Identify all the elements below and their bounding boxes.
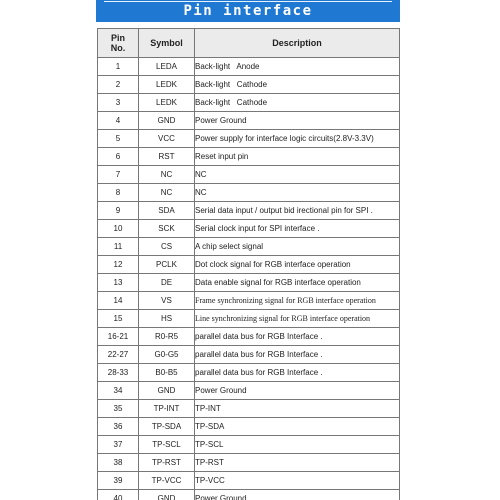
table-row bbox=[98, 148, 400, 166]
description-cell: Line synchronizing signal for RGB interface operation bbox=[195, 310, 400, 328]
table-row bbox=[98, 418, 400, 436]
table-row bbox=[98, 112, 400, 130]
description-cell: Power Ground bbox=[195, 382, 400, 400]
symbol-cell: TP-SDA bbox=[139, 418, 195, 436]
symbol-cell: DE bbox=[139, 274, 195, 292]
symbol-cell: TP-SCL bbox=[139, 436, 195, 454]
table-row bbox=[98, 274, 400, 292]
symbol-cell: GND bbox=[139, 382, 195, 400]
description-cell: Reset input pin bbox=[195, 148, 400, 166]
pin-number-cell: 34 bbox=[98, 382, 139, 400]
description-cell: Power Ground bbox=[195, 490, 400, 500]
symbol-cell: TP-INT bbox=[139, 400, 195, 418]
description-cell: TP-SDA bbox=[195, 418, 400, 436]
table-row bbox=[98, 454, 400, 472]
symbol-cell: CS bbox=[139, 238, 195, 256]
pin-table-header bbox=[98, 29, 400, 58]
header-pin-label: Pin bbox=[110, 33, 125, 43]
description-cell: TP-VCC bbox=[195, 472, 400, 490]
description-cell: Frame synchronizing signal for RGB interface operation bbox=[195, 292, 400, 310]
table-row bbox=[98, 328, 400, 346]
symbol-cell: GND bbox=[139, 490, 195, 500]
description-cell: Back-light Anode bbox=[195, 58, 400, 76]
symbol-cell: LEDK bbox=[139, 76, 195, 94]
symbol-cell: NC bbox=[139, 184, 195, 202]
description-cell: parallel data bus for RGB Interface . bbox=[195, 364, 400, 382]
pin-number-cell: 38 bbox=[98, 454, 139, 472]
table-row bbox=[98, 58, 400, 76]
symbol-cell: G0-G5 bbox=[139, 346, 195, 364]
table-row bbox=[98, 382, 400, 400]
description-cell: Power Ground bbox=[195, 112, 400, 130]
description-cell: parallel data bus for RGB Interface . bbox=[195, 346, 400, 364]
table-row bbox=[98, 184, 400, 202]
table-row bbox=[98, 400, 400, 418]
pin-number-cell: 40 bbox=[98, 490, 139, 500]
symbol-cell: VCC bbox=[139, 130, 195, 148]
description-cell: Power supply for interface logic circuits(2.8V-3.3V) bbox=[195, 130, 400, 148]
description-cell: TP-RST bbox=[195, 454, 400, 472]
symbol-cell: SDA bbox=[139, 202, 195, 220]
pin-number-cell: 11 bbox=[98, 238, 139, 256]
pin-number-cell: 3 bbox=[98, 94, 139, 112]
header-pin-no bbox=[98, 29, 139, 58]
pin-number-cell: 13 bbox=[98, 274, 139, 292]
pin-number-cell: 5 bbox=[98, 130, 139, 148]
table-row bbox=[98, 310, 400, 328]
symbol-cell: NC bbox=[139, 166, 195, 184]
table-row bbox=[98, 346, 400, 364]
description-cell: NC bbox=[195, 166, 400, 184]
table-row bbox=[98, 292, 400, 310]
header-no-label: No. bbox=[110, 43, 126, 53]
title-banner bbox=[96, 0, 400, 22]
pin-table bbox=[97, 28, 400, 500]
table-row bbox=[98, 490, 400, 500]
pin-number-cell: 39 bbox=[98, 472, 139, 490]
header-description: Description bbox=[195, 29, 400, 58]
pin-number-cell: 9 bbox=[98, 202, 139, 220]
description-cell: TP-INT bbox=[195, 400, 400, 418]
page-title: Pin interface bbox=[183, 3, 313, 19]
pin-number-cell: 15 bbox=[98, 310, 139, 328]
table-row bbox=[98, 256, 400, 274]
pin-number-cell: 37 bbox=[98, 436, 139, 454]
table-row bbox=[98, 76, 400, 94]
table-row bbox=[98, 130, 400, 148]
description-cell: parallel data bus for RGB Interface . bbox=[195, 328, 400, 346]
pin-number-cell: 10 bbox=[98, 220, 139, 238]
table-row bbox=[98, 472, 400, 490]
symbol-cell: PCLK bbox=[139, 256, 195, 274]
pin-number-cell: 6 bbox=[98, 148, 139, 166]
pin-number-cell: 14 bbox=[98, 292, 139, 310]
symbol-cell: GND bbox=[139, 112, 195, 130]
pin-table-body bbox=[98, 58, 400, 500]
pin-number-cell: 28-33 bbox=[98, 364, 139, 382]
pin-number-cell: 8 bbox=[98, 184, 139, 202]
description-cell: TP-SCL bbox=[195, 436, 400, 454]
symbol-cell: LEDK bbox=[139, 94, 195, 112]
table-row bbox=[98, 238, 400, 256]
pin-number-cell: 36 bbox=[98, 418, 139, 436]
pin-number-cell: 35 bbox=[98, 400, 139, 418]
table-row bbox=[98, 94, 400, 112]
symbol-cell: HS bbox=[139, 310, 195, 328]
description-cell: Back-light Cathode bbox=[195, 76, 400, 94]
symbol-cell: VS bbox=[139, 292, 195, 310]
table-row bbox=[98, 202, 400, 220]
table-row bbox=[98, 436, 400, 454]
symbol-cell: RST bbox=[139, 148, 195, 166]
symbol-cell: SCK bbox=[139, 220, 195, 238]
pin-number-cell: 22-27 bbox=[98, 346, 139, 364]
symbol-cell: B0-B5 bbox=[139, 364, 195, 382]
description-cell: Serial data input / output bid irectional pin for SPI . bbox=[195, 202, 400, 220]
pin-number-cell: 16-21 bbox=[98, 328, 139, 346]
table-row bbox=[98, 166, 400, 184]
symbol-cell: LEDA bbox=[139, 58, 195, 76]
symbol-cell: TP-RST bbox=[139, 454, 195, 472]
description-cell: Dot clock signal for RGB interface operation bbox=[195, 256, 400, 274]
pin-number-cell: 4 bbox=[98, 112, 139, 130]
pin-number-cell: 2 bbox=[98, 76, 139, 94]
header-row bbox=[98, 29, 400, 58]
description-cell: Back-light Cathode bbox=[195, 94, 400, 112]
description-cell: A chip select signal bbox=[195, 238, 400, 256]
description-cell: NC bbox=[195, 184, 400, 202]
pin-number-cell: 12 bbox=[98, 256, 139, 274]
header-symbol: Symbol bbox=[139, 29, 195, 58]
table-row bbox=[98, 220, 400, 238]
pin-number-cell: 7 bbox=[98, 166, 139, 184]
description-cell: Serial clock input for SPI interface . bbox=[195, 220, 400, 238]
pin-number-cell: 1 bbox=[98, 58, 139, 76]
symbol-cell: R0-R5 bbox=[139, 328, 195, 346]
description-cell: Data enable signal for RGB interface operation bbox=[195, 274, 400, 292]
table-row bbox=[98, 364, 400, 382]
symbol-cell: TP-VCC bbox=[139, 472, 195, 490]
